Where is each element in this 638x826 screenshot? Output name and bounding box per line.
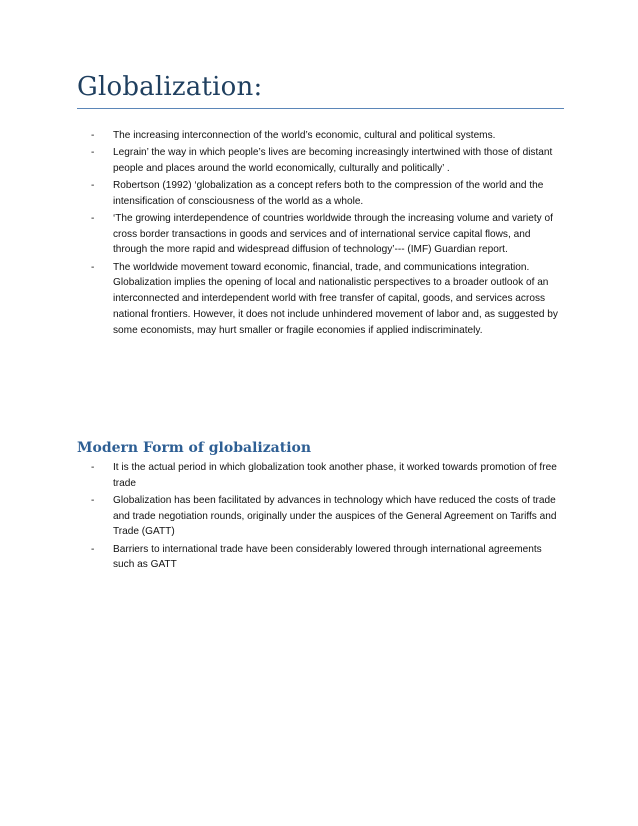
bullet-dash: - (91, 179, 95, 191)
list-item-text: It is the actual period in which globalization took another phase, it worked towards promotion of free trade (113, 462, 557, 489)
bullet-dash: - (91, 462, 95, 473)
list-item (88, 493, 564, 540)
list-item-text: Legrain’ the way in which people’s lives are becoming increasingly intertwined with those of distant people and places around the world economically, culturally and politically’ . (113, 147, 553, 174)
bullet-dash: - (91, 147, 95, 159)
list-item (88, 211, 564, 258)
list-item-text: Robertson (1992) ‘globalization as a concept refers both to the compression of the world and the intensification of consciousness of the world as a whole. (113, 179, 544, 207)
bullet-dash: - (91, 494, 95, 506)
bullet-dash: - (91, 261, 95, 273)
list-item-text: Barriers to international trade have been considerably lowered through international agreements such as GATT (113, 543, 542, 571)
bullet-dash: - (91, 130, 95, 141)
list-item (88, 128, 564, 144)
list-item (88, 460, 564, 492)
list-item (88, 178, 564, 210)
title-underline (77, 108, 564, 109)
bullet-dash: - (91, 212, 95, 224)
list-item-text: The increasing interconnection of the world’s economic, cultural and political systems. (113, 130, 496, 141)
modern-form-list (88, 460, 564, 574)
list-item (88, 260, 564, 339)
definitions-list (88, 128, 564, 340)
list-item-text: Globalization has been facilitated by advances in technology which have reduced the costs of trade and trade negotiation rounds, originally under the auspices of the General Agreement on Tariffs and Trade (GATT) (113, 494, 557, 538)
list-item-text: The worldwide movement toward economic, financial, trade, and communications integration. Globalization implies the opening of local and nationalistic perspectives to a broader outlook of an interconnected and interdependent world with free transfer of capital, goods, and services across national frontiers. However, it does not include unhindered movement of labor and, as suggested by some economists, may hurt smaller or fragile economies if applied indiscriminately. (113, 261, 558, 336)
list-item-text: ‘The growing interdependence of countries worldwide through the increasing volume and variety of cross border transactions in goods and services and of international service capital flows, and through the more rapid and widespread diffusion of technology’--- (IMF) Guardian report. (113, 212, 553, 256)
section-heading-modern-form: Modern Form of globalization (77, 440, 312, 456)
list-item (88, 542, 564, 574)
bullet-dash: - (91, 543, 95, 555)
list-item (88, 145, 564, 177)
page-title: Globalization: (77, 72, 263, 102)
